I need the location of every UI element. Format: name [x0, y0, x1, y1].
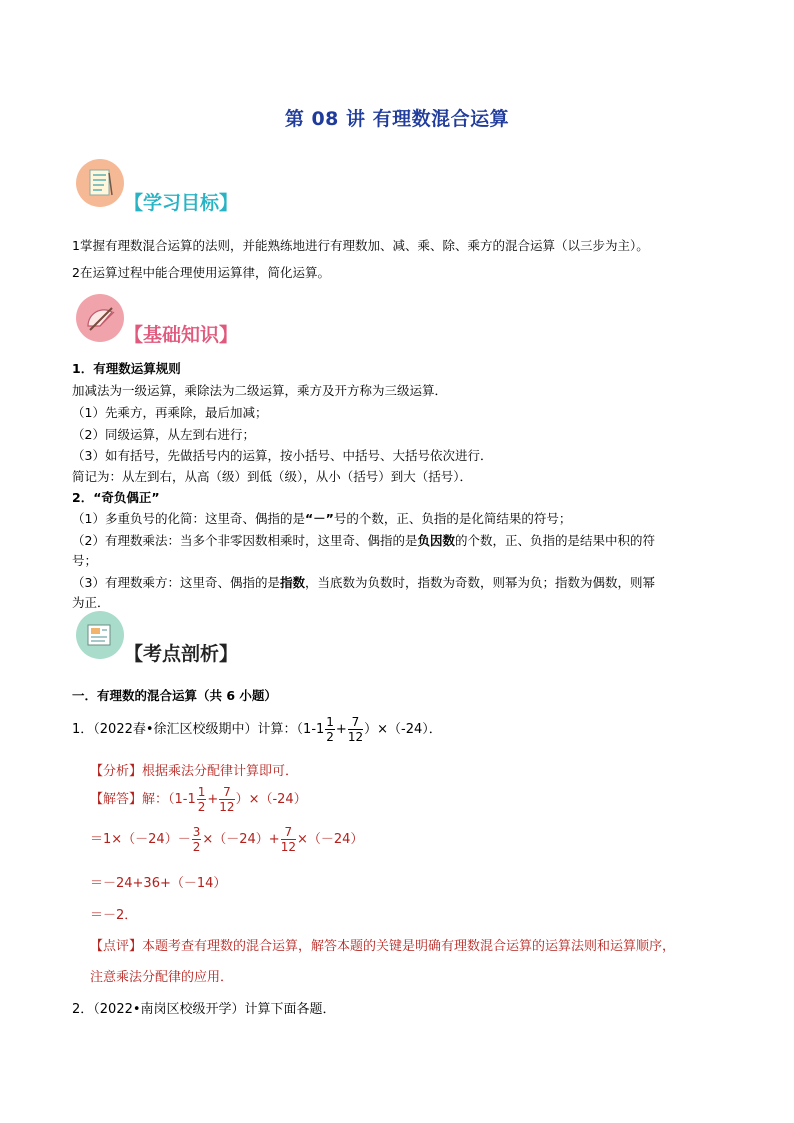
basics-line-7: [72, 530, 655, 551]
fraction-denominator: 2: [192, 840, 201, 854]
basics-line-4: （3）如有括号，先做括号内的运算，按小括号、中括号、大括号依次进行．: [72, 448, 493, 463]
jieda-tag: 【解答】: [90, 792, 143, 807]
step-text: ＝1×（－24）－: [90, 832, 191, 847]
fraction-denominator: 2: [326, 730, 334, 744]
section-heading-analysis: 【考点剖析】: [124, 643, 239, 665]
fraction: [281, 826, 296, 853]
step-text: ×（－24）: [296, 832, 364, 847]
fraction-numerator: 3: [192, 825, 201, 839]
fraction-denominator: 2: [197, 800, 206, 814]
fraction: [197, 786, 207, 813]
expr-text: （1-1: [296, 722, 325, 737]
solution-step-1: [90, 826, 363, 853]
text-span: 号的个数，正、负指的是化简结果的符号；: [333, 511, 572, 526]
basics-heading-1: 1．有理数运算规则: [72, 361, 181, 376]
solution-step-3: ＝－2．: [90, 908, 138, 923]
text-span: （3）有理数乘方：这里奇、偶指的是: [72, 575, 280, 590]
text-span: （2）有理数乘法：当多个非零因数相乘时，这里奇、偶指的是: [72, 533, 418, 548]
fraction-numerator: 1: [197, 785, 206, 799]
fraction-numerator: 1: [326, 715, 334, 729]
basics-line-5: 简记为：从左到右，从高（级）到低（级），从小（括号）到大（括号）．: [72, 469, 473, 484]
page-title: 第 08 讲 有理数混合运算: [284, 108, 510, 130]
question-2: [72, 998, 336, 1017]
solution-start: 解：（1-1: [142, 792, 196, 807]
basics-line-7-cont: 号；: [72, 553, 98, 568]
plus-sign: +: [207, 792, 219, 807]
fraction-numerator: 7: [219, 786, 234, 800]
solution-line: [90, 786, 307, 813]
fraction: [192, 826, 202, 853]
fraction-denominator: 12: [347, 730, 364, 744]
keyword-negative-factors: 负因数: [417, 533, 455, 548]
analysis-note: [90, 760, 298, 779]
basics-line-3: （2）同级运算，从左到右进行；: [72, 427, 255, 442]
text-span: 的个数，正、负指的是结果中积的符: [454, 533, 655, 548]
fraction-denominator: 12: [280, 840, 296, 854]
solution-end: ）×（-24）: [235, 792, 307, 807]
step-text: ×（－24）+: [202, 832, 280, 847]
solution-step-2: ＝－24+36+（－14）: [90, 876, 227, 891]
topic-heading: 一．有理数的混合运算（共 6 小题）: [72, 688, 277, 703]
review-note: [90, 935, 675, 954]
plus-sign: +: [335, 722, 347, 737]
dianping-text: 本题考查有理数的混合运算，解答本题的关键是明确有理数混合运算的运算法则和运算顺序，: [142, 939, 676, 954]
protractor-icon: [76, 294, 124, 342]
fraction: [348, 716, 363, 743]
section-heading-basics: 【基础知识】: [124, 324, 239, 346]
question-source: （2022春•徐汇区校级期中）计算：: [93, 722, 297, 737]
fenxi-text: 根据乘法分配律计算即可．: [142, 764, 299, 779]
question-1: [72, 716, 442, 743]
text-span: ，当底数为负数时，指数为奇数，则幂为负；指数为偶数，则幂: [304, 575, 655, 590]
question-text: （2022•南岗区校级开学）计算下面各题．: [93, 1002, 336, 1017]
fraction: [219, 786, 234, 813]
goal-1: 1掌握有理数混合运算的法则，并能熟练地进行有理数加、减、乘、除、乘方的混合运算（以三步为主）。: [72, 238, 649, 253]
fraction-numerator: 7: [281, 826, 296, 840]
document-icon: [76, 611, 124, 659]
keyword-exponent: 指数: [279, 575, 305, 590]
question-number: 1．: [72, 722, 94, 737]
notebook-icon: [76, 159, 124, 207]
fraction: [325, 716, 335, 743]
review-note-cont: 注意乘法分配律的应用．: [90, 970, 234, 985]
basics-line-2: （1）先乘方，再乘除，最后加减；: [72, 405, 268, 420]
minus-sign-text: “－”: [304, 511, 334, 526]
basics-line-8: [72, 572, 655, 593]
fraction-numerator: 7: [348, 716, 363, 730]
fraction-denominator: 12: [219, 800, 235, 814]
section-heading-goals: 【学习目标】: [124, 192, 239, 214]
expr-text: ）×（-24）．: [364, 722, 442, 737]
goal-2: 2在运算过程中能合理使用运算律，简化运算。: [72, 265, 330, 280]
text-span: （1）多重负号的化简：这里奇、偶指的是: [72, 511, 305, 526]
basics-line-1: 加减法为一级运算，乘除法为二级运算，乘方及开方称为三级运算．: [72, 383, 448, 398]
basics-line-8-cont: 为正．: [72, 595, 110, 610]
question-number: 2．: [72, 1002, 94, 1017]
fenxi-tag: 【分析】: [90, 764, 143, 779]
basics-heading-2: 2．“奇负偶正”: [72, 490, 160, 505]
basics-line-6: [72, 508, 571, 529]
dianping-tag: 【点评】: [90, 939, 143, 954]
